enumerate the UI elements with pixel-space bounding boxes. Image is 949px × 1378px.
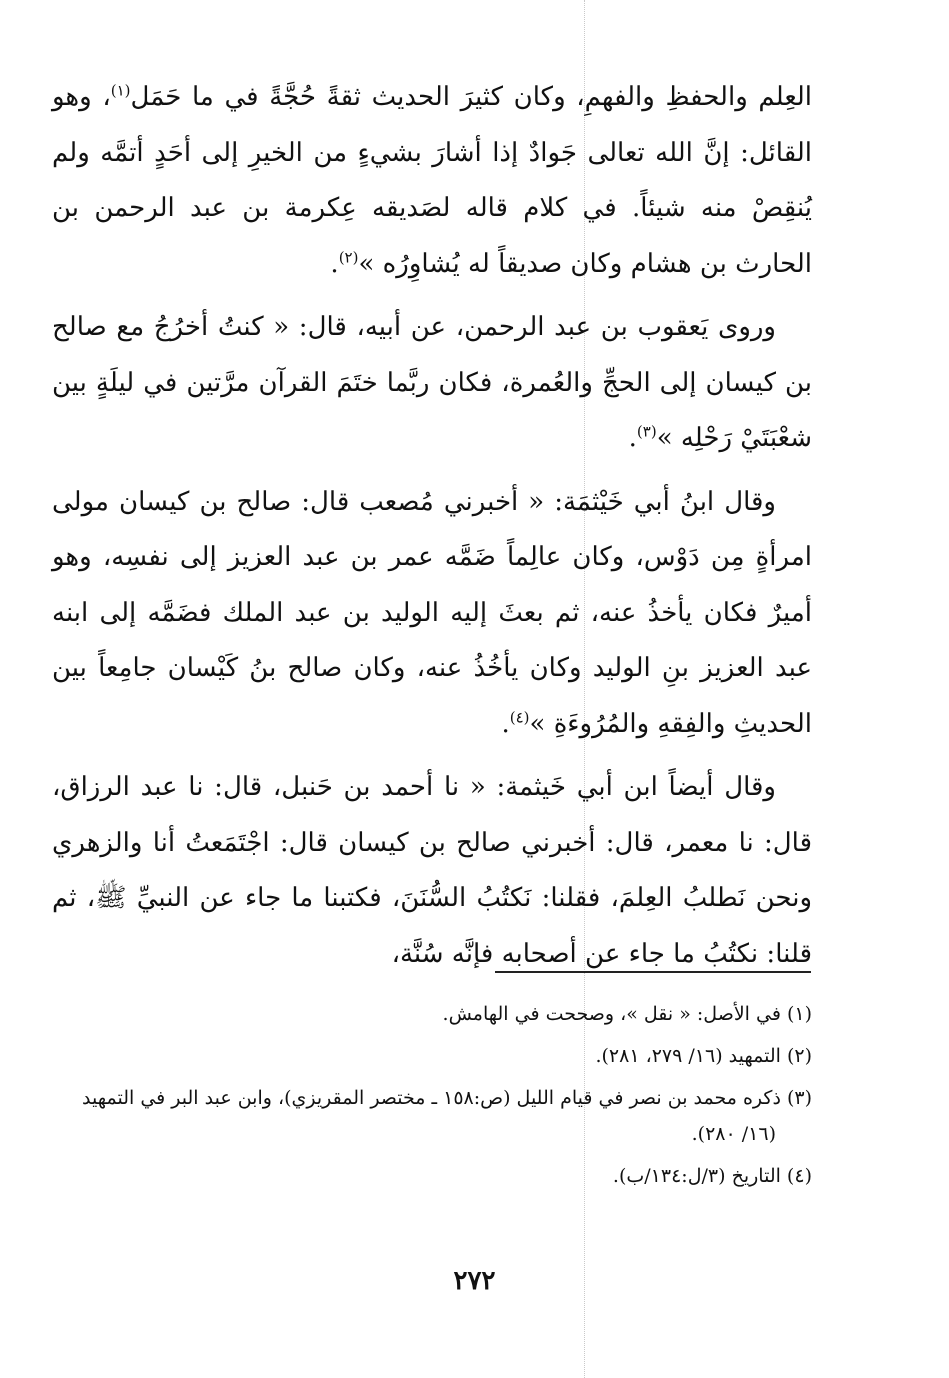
page-number: ٢٧٢ xyxy=(453,1266,496,1296)
footnote-2: (٢) التمهيد (١٦/ ٢٧٩، ٢٨١). xyxy=(595,1045,812,1067)
footnotes-section xyxy=(52,996,812,1200)
paragraph-1-text: العِلم والحفظِ والفهمِ، وكان كثيرَ الحديث ثقةً حُجَّةً في ما حَمَل xyxy=(130,82,813,112)
footnote-separator xyxy=(495,971,811,973)
paragraph-2-end: . xyxy=(628,423,637,453)
footnote-ref-4: (٤) xyxy=(509,707,530,726)
paragraph-1-end: . xyxy=(330,248,339,279)
paragraph-4 xyxy=(52,760,812,982)
paragraph-1-tail: ، وهو القائل: إنَّ الله تعالى جَوادٌ إذا أشارَ بشيءٍ من الخيرِ إلى أحَدٍ أتمَّه ولم يُنقِصْ منه شيئاً. في كلام قاله لصَديقه عِكرمة بن عبد الرحمن بن الحارث بن هشام وكان صديقاً له يُشاوِرُه » xyxy=(52,82,812,279)
footnote-4: (٤) التاريخ (٣/ل:١٣٤/ب). xyxy=(612,1165,812,1187)
paragraph-1 xyxy=(52,70,812,292)
footnote-1: (١) في الأصل: « نقل »، وصححت في الهامش. xyxy=(442,1003,812,1025)
paragraph-2 xyxy=(52,300,812,467)
main-text-body xyxy=(52,70,812,982)
paragraph-3-end: . xyxy=(501,708,510,739)
paragraph-3-text: وقال ابنُ أبي خَيْثمَة: « أخبرني مُصعب قال: صالح بن كيسان مولى امرأةٍ مِن دَوْس، وكان عالِماً ضَمَّه عمر بن عبد العزيز إلى نفسِه، وهو أميرٌ فكان يأخذُ عنه، ثم بعثَ إليه الوليد بن عبد الملك فضَمَّه إلى ابنه عبد العزيز بنِ الوليد وكان يأخُذُ عنه، وكان صالح بنُ كَيْسان جامِعاً بين الحديثِ والفِقهِ والمُرُوءَةِ » xyxy=(52,486,812,739)
footnote-ref-3: (٣) xyxy=(636,422,657,441)
footnote-3: (٣) ذكره محمد بن نصر في قيام الليل (ص:١٥٨ ـ مختصر المقريزي)، وابن عبد البر في التمهيد (١٦/ ٢٨٠). xyxy=(82,1087,812,1145)
paragraph-2-text: وروى يَعقوب بن عبد الرحمن، عن أبيه، قال: « كنتُ أخرُجُ مع صالح بن كيسان إلى الحجِّ والعُمرة، فكان ربَّما ختَمَ القرآن مرَّتين في ليلَةٍ بين شعْبَتَيْ رَحْلِه » xyxy=(52,312,812,453)
paragraph-3 xyxy=(52,475,812,753)
paragraph-4-text: وقال أيضاً ابن أبي خَيثمة: « نا أحمد بن حَنبل، قال: نا عبد الرزاق، قال: نا معمر، قال: أخبرني صالح بن كيسان قال: اجْتَمَعتُ أنا والزهري ونحن نَطلبُ العِلمَ، فقلنا: نَكتُبُ السُّنَنَ، فكتبنا ما جاء عن النبيِّ ﷺ، ثم قلنا: نكتُبُ ما جاء عن أصحابه فإنَّه سُنَّة، xyxy=(52,772,813,969)
footnote-ref-2: (٢) xyxy=(338,247,359,266)
footnote-ref-1: (١) xyxy=(110,81,131,100)
